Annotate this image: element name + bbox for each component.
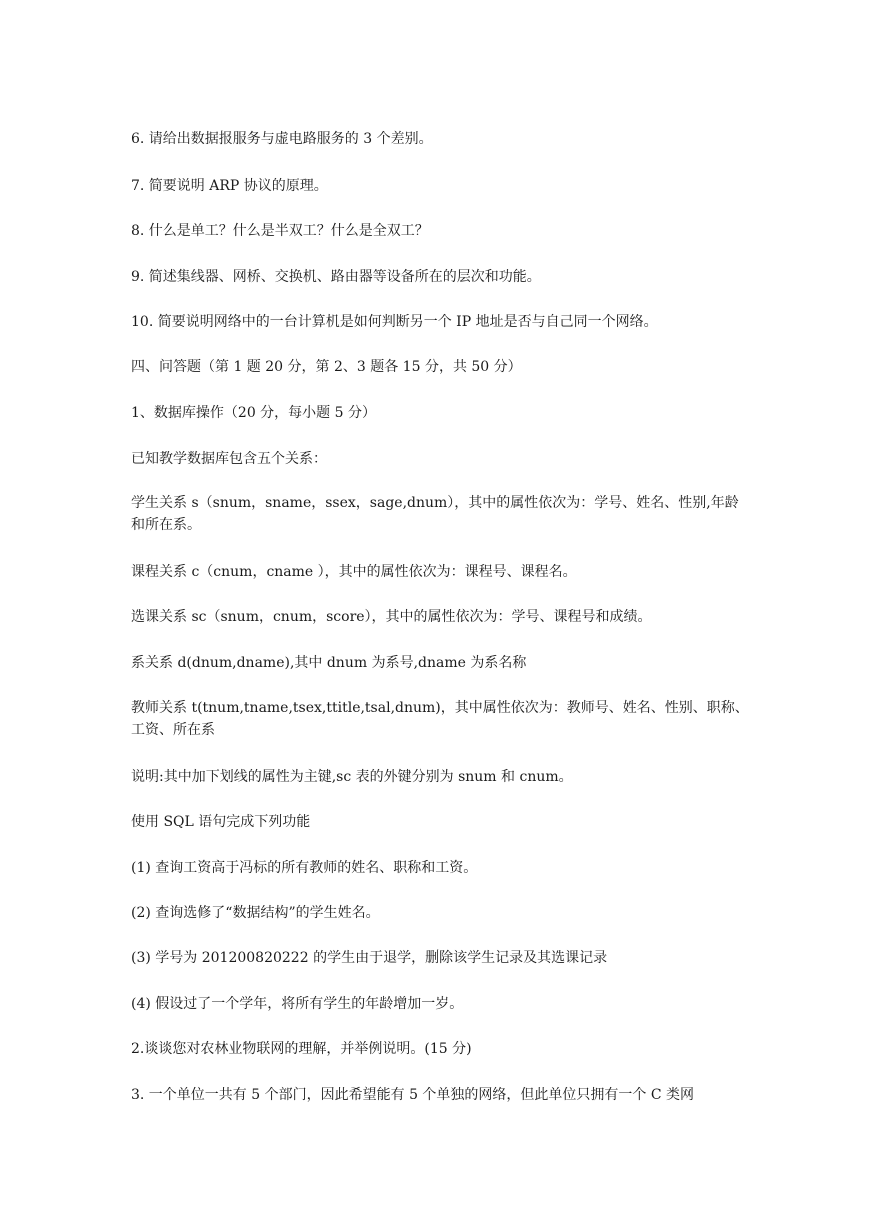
section-heading: 四、问答题（第 1 题 20 分，第 2、3 题各 15 分，共 50 分） — [131, 359, 522, 375]
subsection-heading: 1、数据库操作（20 分，每小题 5 分） — [131, 405, 376, 421]
paragraph-teacher-relation: 教师关系 t(tnum,tname,tsex,ttitle,tsal,dnum)，其中属性依次为：教师号、姓名、性别、职称、工资、所在系 — [131, 700, 749, 738]
paragraph-course-relation: 课程关系 c（cnum，cname ），其中的属性依次为：课程号、课程名。 — [131, 564, 577, 580]
question-10: 10. 简要说明网络中的一台计算机是如何判断另一个 IP 地址是否与自己同一个网络。 — [131, 314, 658, 330]
question-6: 6. 请给出数据报服务与虚电路服务的 3 个差别。 — [131, 131, 433, 147]
question-7: 7. 简要说明 ARP 协议的原理。 — [131, 178, 328, 194]
sql-task-2: (2) 查询选修了“数据结构”的学生姓名。 — [131, 905, 380, 921]
paragraph-sql-instruction: 使用 SQL 语句完成下列功能 — [131, 814, 311, 830]
sql-task-4: (4) 假设过了一个学年，将所有学生的年龄增加一岁。 — [131, 996, 464, 1012]
paragraph-enrollment-relation: 选课关系 sc（snum，cnum，score），其中的属性依次为：学号、课程号和成绩。 — [131, 609, 652, 625]
question-9: 9. 简述集线器、网桥、交换机、路由器等设备所在的层次和功能。 — [131, 269, 541, 285]
paragraph-department-relation: 系关系 d(dnum,dname),其中 dnum 为系号,dname 为系名称 — [131, 655, 527, 671]
question-3: 3. 一个单位一共有 5 个部门，因此希望能有 5 个单独的网络，但此单位只拥有一个 C 类网 — [131, 1087, 695, 1103]
sql-task-3: (3) 学号为 201200820222 的学生由于退学，删除该学生记录及其选课记录 — [131, 950, 608, 966]
paragraph-note: 说明:其中加下划线的属性为主键,sc 表的外键分别为 snum 和 cnum。 — [131, 769, 573, 785]
sql-task-1: (1) 查询工资高于冯标的所有教师的姓名、职称和工资。 — [131, 860, 478, 876]
question-2: 2.谈谈您对农林业物联网的理解，并举例说明。(15 分) — [131, 1041, 472, 1057]
paragraph-student-relation: 学生关系 s（snum，sname，ssex，sage,dnum），其中的属性依次为：学号、姓名、性别,年龄和所在系。 — [131, 495, 739, 533]
paragraph-intro: 已知教学数据库包含五个关系： — [131, 451, 327, 467]
question-8: 8. 什么是单工？什么是半双工？什么是全双工？ — [131, 223, 429, 239]
